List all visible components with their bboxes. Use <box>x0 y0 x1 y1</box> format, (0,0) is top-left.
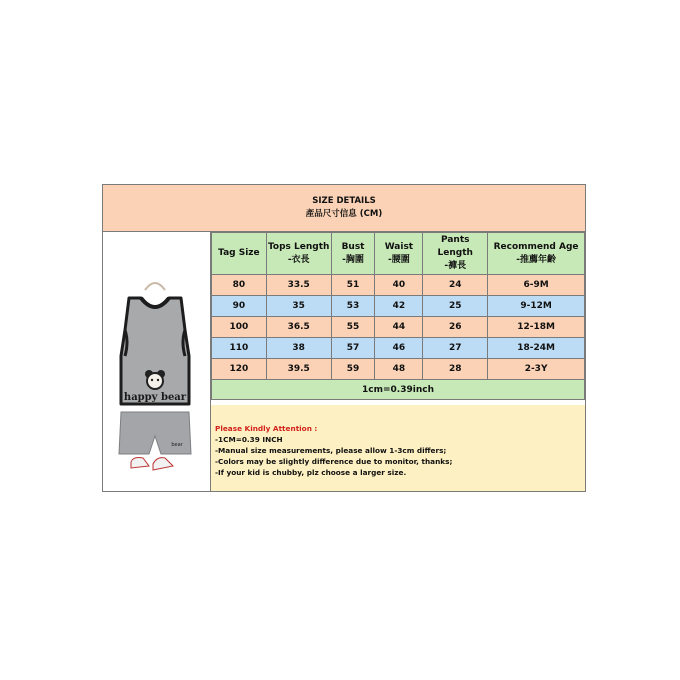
cell: 40 <box>375 275 423 296</box>
cell: 53 <box>331 296 375 317</box>
col-waist: Waist -腰圍 <box>375 233 423 275</box>
note-line: -If your kid is chubby, plz choose a larger size. <box>215 468 407 477</box>
cell: 12-18M <box>488 317 585 338</box>
cell: 26 <box>423 317 488 338</box>
shirt-print: happy bear <box>123 392 187 403</box>
cell: 2-3Y <box>488 359 585 380</box>
cell: 57 <box>331 338 375 359</box>
cell: 36.5 <box>266 317 331 338</box>
table-row <box>212 275 585 296</box>
size-chart <box>102 184 586 492</box>
cell: 100 <box>212 317 267 338</box>
cell: 18-24M <box>488 338 585 359</box>
table-row <box>212 317 585 338</box>
cell: 25 <box>423 296 488 317</box>
chart-title-bar <box>103 185 585 232</box>
product-image <box>103 232 211 491</box>
shoes <box>131 458 173 471</box>
cell: 110 <box>212 338 267 359</box>
conversion-row <box>212 380 585 400</box>
cell: 44 <box>375 317 423 338</box>
cell: 27 <box>423 338 488 359</box>
cell: 38 <box>266 338 331 359</box>
bear-icon <box>145 370 165 389</box>
cell: 51 <box>331 275 375 296</box>
size-table <box>211 232 585 400</box>
col-tag-size: Tag Size <box>212 233 267 275</box>
col-tops-length: Tops Length -衣長 <box>266 233 331 275</box>
header-row <box>212 233 585 275</box>
col-recommend-age: Recommend Age -推薦年齡 <box>488 233 585 275</box>
cell: 80 <box>212 275 267 296</box>
cell: 48 <box>375 359 423 380</box>
cell: 33.5 <box>266 275 331 296</box>
cell: 42 <box>375 296 423 317</box>
cell: 90 <box>212 296 267 317</box>
cell: 24 <box>423 275 488 296</box>
cell: 39.5 <box>266 359 331 380</box>
cell: 46 <box>375 338 423 359</box>
table-row <box>212 359 585 380</box>
note-line: -Colors may be slightly difference due to monitor, thanks; <box>215 457 453 466</box>
note-line: -1CM=0.39 INCH <box>215 435 283 444</box>
cell: 28 <box>423 359 488 380</box>
hanger-icon <box>145 283 165 290</box>
table-row <box>212 296 585 317</box>
chart-title: SIZE DETAILS <box>312 196 376 206</box>
cell: 59 <box>331 359 375 380</box>
cell: 9-12M <box>488 296 585 317</box>
note-line: -Manual size measurements, please allow 1-3cm differs; <box>215 446 447 455</box>
attention-notes <box>211 405 585 491</box>
table-row <box>212 338 585 359</box>
shorts-print: bear <box>171 442 183 448</box>
col-pants-length: Pants Length -褲長 <box>423 233 488 275</box>
cell: 55 <box>331 317 375 338</box>
col-bust: Bust -胸圍 <box>331 233 375 275</box>
outfit-illustration <box>103 232 209 491</box>
notes-heading: Please Kindly Attention : <box>215 424 318 433</box>
cell: 35 <box>266 296 331 317</box>
conversion-note: 1cm=0.39inch <box>212 380 585 400</box>
cell: 120 <box>212 359 267 380</box>
chart-subtitle: 產品尺寸信息 (CM) <box>305 209 383 219</box>
cell: 6-9M <box>488 275 585 296</box>
